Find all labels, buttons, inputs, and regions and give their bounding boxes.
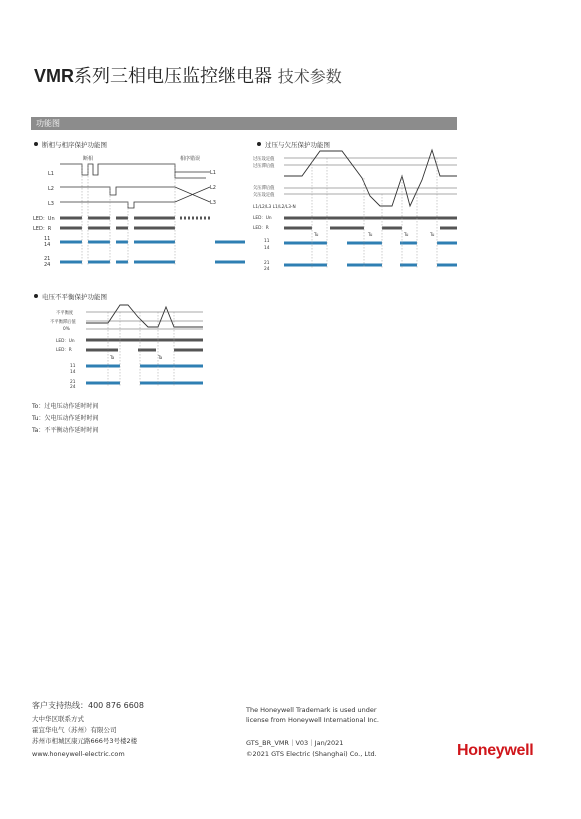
svg-text:不平衡度: 不平衡度 — [56, 311, 74, 316]
company-name: 霍宜华电气（苏州）有限公司 — [32, 726, 117, 734]
svg-text:Ta: Ta — [110, 355, 115, 360]
svg-text:Tu: Tu — [404, 232, 409, 237]
svg-text:欠压设定值: 欠压设定值 — [253, 193, 275, 198]
svg-text:11: 11 — [264, 239, 270, 244]
unbalance-diagram-caption: 电压不平衡保护功能图 — [34, 292, 107, 301]
phase-loss-label: 断相 — [83, 156, 94, 162]
svg-text:LED：Un: LED：Un — [33, 216, 55, 222]
svg-text:过压滞后值: 过压滞后值 — [253, 164, 275, 169]
svg-text:L2: L2 — [210, 185, 216, 191]
svg-text:过压设定值: 过压设定值 — [253, 157, 275, 162]
copyright: ©2021 GTS Electric (Shanghai) Co., Ltd. — [246, 750, 377, 758]
page-title: VMR系列三相电压监控继电器 技术参数 — [34, 66, 342, 87]
svg-text:Ta: Ta — [158, 355, 163, 360]
legend-to: To：过电压动作延时时间 — [32, 403, 99, 410]
legend-tu: Tu：欠电压动作延时时间 — [32, 415, 99, 422]
svg-text:Tu: Tu — [368, 232, 373, 237]
svg-text:L1/L2/L3 L1/L2/L3-N: L1/L2/L3 L1/L2/L3-N — [253, 205, 296, 210]
contact-label: 大中华区联系方式 — [32, 715, 84, 723]
svg-text:11: 11 — [44, 236, 51, 242]
svg-text:LED：Un: LED：Un — [253, 216, 272, 221]
phase-seq-label: 相序错误 — [180, 156, 201, 162]
legend-ta: Ta：不平衡动作延时时间 — [32, 427, 99, 434]
overunder-diagram-caption: 过压与欠压保护功能图 — [257, 140, 330, 149]
phase-diagram-caption: 断相与相序保护功能图 — [34, 140, 107, 149]
trademark-line-1: The Honeywell Trademark is used under — [246, 706, 377, 714]
svg-text:LED：R: LED：R — [56, 348, 72, 353]
phase-diagram — [30, 150, 245, 270]
svg-text:14: 14 — [264, 246, 270, 251]
svg-text:L1: L1 — [210, 170, 216, 176]
svg-text:L3: L3 — [210, 200, 216, 206]
support-hotline: 客户支持热线：400 876 6608 — [32, 701, 144, 710]
svg-text:21: 21 — [44, 256, 51, 262]
svg-text:0%: 0% — [63, 327, 70, 332]
svg-text:24: 24 — [70, 385, 76, 390]
unbalance-diagram — [48, 303, 208, 388]
svg-text:Tu: Tu — [430, 232, 435, 237]
honeywell-logo: Honeywell — [457, 742, 534, 759]
svg-text:不平衡滞后值: 不平衡滞后值 — [50, 320, 76, 325]
svg-text:14: 14 — [70, 370, 76, 375]
svg-text:LED：R: LED：R — [253, 226, 269, 231]
overunder-diagram — [252, 148, 457, 272]
svg-text:24: 24 — [44, 262, 51, 268]
svg-text:14: 14 — [44, 242, 51, 248]
section-bar — [31, 117, 457, 130]
svg-text:LED：R: LED：R — [33, 226, 52, 232]
website-link[interactable]: www.honeywell-electric.com — [32, 750, 125, 758]
svg-text:LED：Un: LED：Un — [56, 339, 75, 344]
svg-text:11: 11 — [70, 364, 76, 369]
section-title: 功能图 — [36, 119, 60, 128]
svg-text:欠压滞后值: 欠压滞后值 — [253, 186, 275, 191]
trademark-line-2: license from Honeywell International Inc. — [246, 716, 379, 724]
svg-text:24: 24 — [264, 267, 270, 272]
page-subtitle: 技术参数 — [277, 67, 342, 86]
svg-text:L3: L3 — [48, 201, 54, 207]
svg-text:L2: L2 — [48, 186, 54, 192]
svg-text:21: 21 — [264, 261, 270, 266]
company-address: 苏州市相城区康元路666号3号楼2楼 — [32, 737, 138, 745]
svg-text:21: 21 — [70, 380, 76, 385]
doc-code: GTS_BR_VMR｜V03｜Jan/2021 — [246, 739, 344, 747]
svg-text:Tu: Tu — [314, 232, 319, 237]
svg-text:L1: L1 — [48, 171, 54, 177]
